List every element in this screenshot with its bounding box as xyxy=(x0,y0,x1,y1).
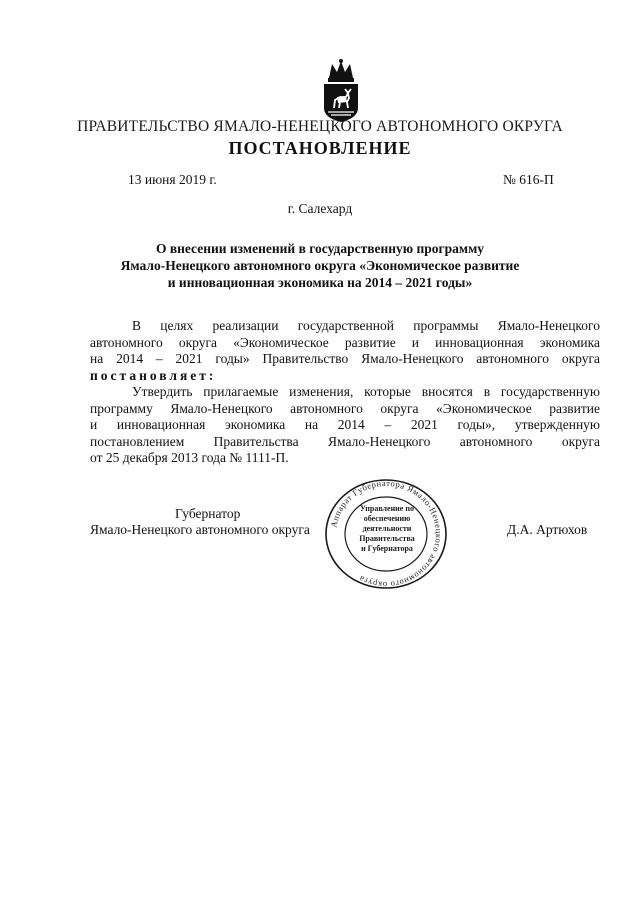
signatory-position: Губернатор xyxy=(175,506,241,521)
title-line: и инновационная экономика на 2014 – 2021 годы» xyxy=(167,275,473,290)
seal-line: обеспечению xyxy=(363,514,411,523)
organization-name: ПРАВИТЕЛЬСТВО ЯМАЛО-НЕНЕЦКОГО АВТОНОМНОГО ОКРУГА xyxy=(77,118,563,135)
paragraph-line: автономного округа «Экономическое развитие и инновационная экономика xyxy=(90,334,600,350)
seal-line: и Губернатора xyxy=(361,544,413,553)
decree-word: постановляет: xyxy=(90,367,217,383)
paragraph-line: В целях реализации государственной программы Ямало-Ненецкого xyxy=(132,318,600,333)
signatory-region: Ямало-Ненецкого автономного округа xyxy=(90,522,310,537)
document-date: 13 июня 2019 г. xyxy=(128,172,217,187)
document-number: № 616-П xyxy=(503,172,554,187)
seal-line: Управление по xyxy=(360,504,414,513)
title-line: О внесении изменений в государственную программу xyxy=(155,241,485,256)
paragraph-line: от 25 декабря 2013 года № 1111-П. xyxy=(90,450,289,465)
document-type: ПОСТАНОВЛЕНИЕ xyxy=(228,138,412,158)
paragraph-line: на 2014 – 2021 годы» Правительство Ямало-Ненецкого автономного округа xyxy=(90,351,600,366)
seal-inner-text xyxy=(356,504,418,554)
signatory-name: Д.А. Артюхов xyxy=(507,522,588,537)
paragraph-line: Утвердить прилагаемые изменения, которые вносятся в государственную xyxy=(132,384,600,399)
decision-paragraph xyxy=(90,384,600,467)
document-city: г. Салехард xyxy=(287,201,353,216)
official-seal-stamp xyxy=(322,478,450,590)
paragraph-line: постановлением Правительства Ямало-Ненецкого автономного округа xyxy=(90,433,600,449)
seal-line: деятельности xyxy=(362,524,412,533)
paragraph-line: и инновационная экономика на 2014 – 2021 годы», утвержденную xyxy=(90,417,600,432)
coat-of-arms-icon xyxy=(318,58,364,124)
preamble-paragraph xyxy=(90,318,600,384)
seal-line: Правительства xyxy=(359,534,415,543)
svg-text:Аппарат Губернатора Ямало-Нене: Аппарат Губернатора Ямало-Ненецкого автономного округа xyxy=(328,478,445,590)
title-line: Ямало-Ненецкого автономного округа «Экономическое развитие xyxy=(120,258,520,273)
paragraph-line: программу Ямало-Ненецкого автономного округа «Экономическое развитие xyxy=(90,400,600,416)
document-title xyxy=(90,240,550,291)
